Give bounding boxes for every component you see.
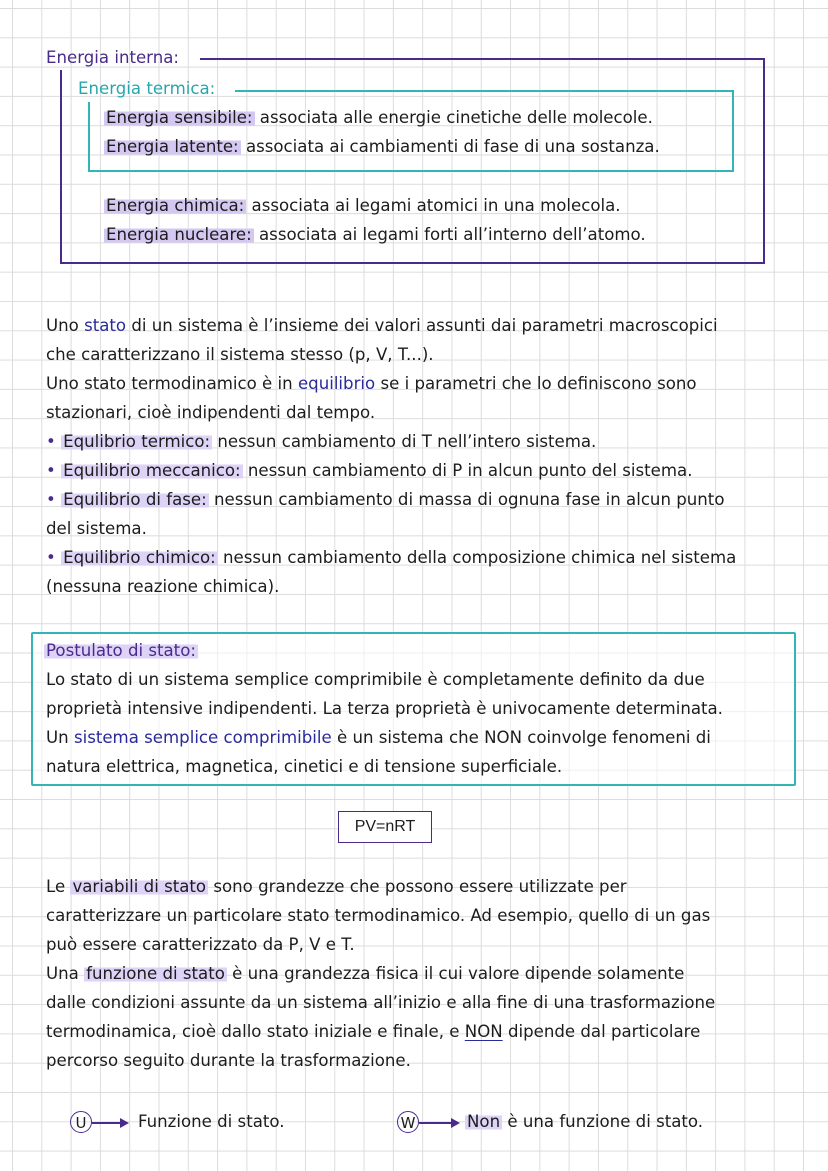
- postulate-line-3: [46, 730, 711, 747]
- state-variables-term: variabili di stato: [72, 877, 207, 896]
- chemical-equilibrium-term: Equilibrio chimico:: [63, 548, 216, 567]
- variables-line-6: [46, 1024, 700, 1041]
- postulate-line-2: proprietà intensive indipendenti. La terza proprietà è univocamente determinata.: [46, 699, 723, 718]
- state-function-term: funzione di stato: [86, 964, 225, 983]
- u-arrow-icon: [92, 1122, 120, 1124]
- text: Uno: [46, 316, 85, 335]
- w-arrow-icon: [419, 1122, 451, 1124]
- text: è un sistema che NON coinvolge fenomeni di: [331, 728, 711, 747]
- nuclear-energy-term: Energia nucleare:: [106, 225, 252, 244]
- postulate-line-1: Lo stato di un sistema semplice comprimibile è completamente definito da due: [46, 670, 705, 689]
- chemical-energy-term: Energia chimica:: [106, 196, 245, 215]
- chemical-equilibrium-cont: (nessuna reazione chimica).: [46, 577, 280, 596]
- latent-energy-def: associata ai cambiamenti di fase di una sostanza.: [245, 137, 660, 156]
- simple-compressible-term: sistema semplice comprimibile: [73, 728, 332, 747]
- u-arrowhead-icon: [120, 1118, 129, 1128]
- postulate-title-text: Postulato di stato:: [46, 641, 196, 660]
- text: dipende dal particolare: [502, 1022, 701, 1041]
- thermal-frame-bottom: [88, 170, 734, 172]
- latent-energy-line: [104, 139, 660, 156]
- phase-equilibrium-term: Equilibrio di fase:: [63, 490, 207, 509]
- variables-line-3: può essere caratterizzato da P, V e T.: [46, 935, 355, 954]
- bullet-icon: •: [46, 461, 56, 480]
- text: termodinamica, cioè dallo stato iniziale e finale, e: [46, 1022, 465, 1041]
- text: è una funzione di stato.: [502, 1112, 704, 1131]
- nuclear-energy-line: [104, 227, 646, 244]
- thermal-frame-top: [235, 90, 734, 92]
- state-line-3: [46, 376, 697, 393]
- variables-line-1: [46, 879, 627, 896]
- text: di un sistema è l’insieme dei valori assunti dai parametri macroscopici: [126, 316, 718, 335]
- u-state-function-label: Funzione di stato.: [138, 1112, 285, 1131]
- chemical-energy-line: [104, 198, 621, 215]
- thermal-equilibrium-item: [46, 434, 596, 451]
- w-circle-icon: W: [397, 1111, 419, 1133]
- thermal-frame-left: [88, 102, 90, 172]
- equilibrio-term: equilibrio: [297, 374, 376, 393]
- text: Un: [46, 728, 74, 747]
- sensible-energy-term: Energia sensibile:: [106, 108, 253, 127]
- sensible-energy-line: [104, 110, 653, 127]
- text: Le: [46, 877, 71, 896]
- chemical-equilibrium-item: [46, 550, 736, 567]
- state-line-2: che caratterizzano il sistema stesso (p, V, T...).: [46, 345, 434, 364]
- variables-line-2: caratterizzare un particolare stato termodinamico. Ad esempio, quello di un gas: [46, 906, 711, 925]
- latent-energy-term: Energia latente:: [106, 137, 239, 156]
- thermal-energy-title: Energia termica:: [78, 79, 216, 98]
- bullet-icon: •: [46, 432, 56, 451]
- sensible-energy-def: associata alle energie cinetiche delle molecole.: [259, 108, 653, 127]
- thermal-equilibrium-def: nessun cambiamento di T nell’intero sistema.: [212, 432, 597, 451]
- internal-frame-left: [60, 70, 62, 263]
- postulate-title: [44, 643, 198, 660]
- stato-term: stato: [84, 316, 127, 335]
- bullet-icon: •: [46, 548, 56, 567]
- postulate-line-4: natura elettrica, magnetica, cinetici e di tensione superficiale.: [46, 757, 563, 776]
- bullet-icon: •: [46, 490, 56, 509]
- text: Una: [46, 964, 85, 983]
- mechanical-equilibrium-item: [46, 463, 692, 480]
- variables-line-7: percorso seguito durante la trasformazione.: [46, 1051, 411, 1070]
- w-not-state-function-label: [465, 1114, 703, 1131]
- mechanical-equilibrium-def: nessun cambiamento di P in alcun punto del sistema.: [242, 461, 693, 480]
- variables-line-5: dalle condizioni assunte da un sistema all’inizio e alla fine di una trasformazione: [46, 993, 716, 1012]
- text: è una grandezza fisica il cui valore dipende solamente: [226, 964, 685, 983]
- ideal-gas-formula: PV=nRT: [354, 818, 416, 835]
- not-emphasis: NON: [464, 1022, 503, 1041]
- non-term: Non: [467, 1112, 501, 1131]
- internal-frame-top: [200, 58, 765, 60]
- text: se i parametri che lo definiscono sono: [375, 374, 697, 393]
- state-line-1: [46, 318, 718, 335]
- u-circle-icon: U: [70, 1111, 92, 1133]
- chemical-equilibrium-def: nessun cambiamento della composizione chimica nel sistema: [217, 548, 737, 567]
- phase-equilibrium-cont: del sistema.: [46, 519, 147, 538]
- internal-energy-title: Energia interna:: [46, 48, 179, 67]
- state-line-4: stazionari, cioè indipendenti dal tempo.: [46, 403, 376, 422]
- text: sono grandezze che possono essere utilizzate per: [208, 877, 627, 896]
- ideal-gas-formula-box: [338, 811, 432, 843]
- mechanical-equilibrium-term: Equilibrio meccanico:: [63, 461, 241, 480]
- text: Uno stato termodinamico è in: [46, 374, 298, 393]
- variables-line-4: [46, 966, 684, 983]
- thermal-frame-right: [732, 90, 734, 172]
- phase-equilibrium-def: nessun cambiamento di massa di ognuna fase in alcun punto: [208, 490, 725, 509]
- chemical-energy-def: associata ai legami atomici in una molecola.: [251, 196, 621, 215]
- thermal-equilibrium-term: Equlibrio termico:: [63, 432, 211, 451]
- phase-equilibrium-item: [46, 492, 724, 509]
- w-arrowhead-icon: [451, 1118, 460, 1128]
- nuclear-energy-def: associata ai legami forti all’interno dell’atomo.: [259, 225, 646, 244]
